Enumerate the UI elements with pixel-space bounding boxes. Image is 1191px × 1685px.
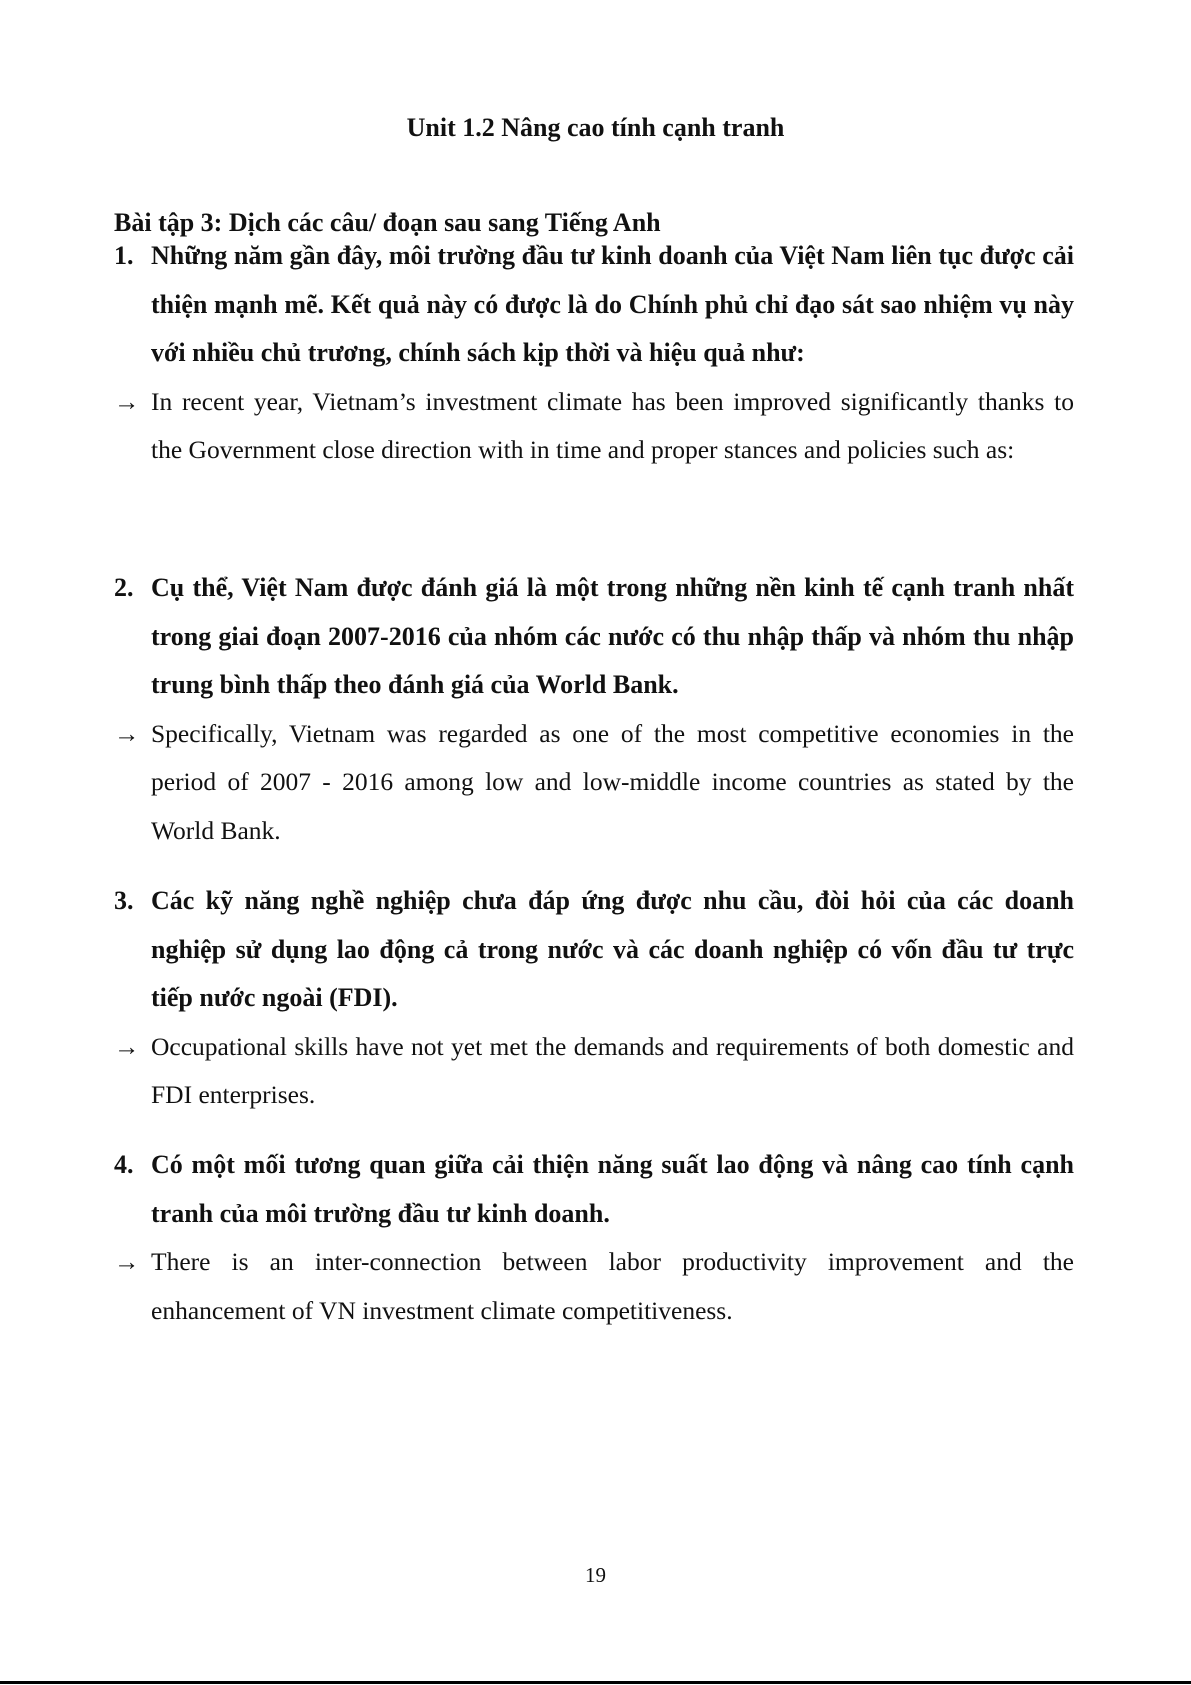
vietnamese-text: Các kỹ năng nghề nghiệp chưa đáp ứng được nhu cầu, đòi hỏi của các doanh nghiệp sử dụng lao động cả trong nước và các doanh nghiệp có vốn đầu tư trực tiếp nước ngoài (FDI).	[151, 886, 1074, 1012]
right-arrow-icon: →	[114, 1247, 140, 1276]
vietnamese-sentence	[114, 232, 1074, 378]
english-translation	[114, 378, 1074, 475]
item-number: 2.	[114, 573, 134, 602]
vietnamese-text: Có một mối tương quan giữa cải thiện năng suất lao động và nâng cao tính cạnh tranh của môi trường đầu tư kinh doanh.	[151, 1150, 1074, 1228]
right-arrow-icon: →	[114, 386, 140, 416]
english-translation	[114, 1023, 1074, 1120]
exercise-item-1	[114, 232, 1074, 475]
vietnamese-sentence	[114, 564, 1074, 710]
english-text: Specifically, Vietnam was regarded as one of the most competitive economies in the period of 2007 - 2016 among low and low-middle income countries as stated by the World Bank.	[151, 718, 1074, 845]
exercise-item-2	[114, 564, 1074, 855]
page-number: 19	[585, 1563, 606, 1587]
vietnamese-text: Những năm gần đây, môi trường đầu tư kinh doanh của Việt Nam liên tục được cải thiện mạnh mẽ. Kết quả này có được là do Chính phủ chỉ đạo sát sao nhiệm vụ này với nhiều chủ trương, chính sách kịp thời và hiệu quả như:	[151, 241, 1074, 367]
english-translation	[114, 710, 1074, 856]
unit-title: Unit 1.2 Nâng cao tính cạnh tranh	[406, 113, 785, 142]
english-text: In recent year, Vietnam’s investment climate has been improved significantly thanks to the Government close direction with in time and proper stances and policies such as:	[151, 386, 1074, 464]
right-arrow-icon: →	[114, 718, 140, 748]
english-translation	[114, 1238, 1074, 1335]
vietnamese-sentence	[114, 877, 1074, 1023]
exercise-item-3	[114, 877, 1074, 1120]
vietnamese-sentence	[114, 1141, 1074, 1238]
bottom-divider	[0, 1681, 1191, 1684]
english-text: There is an inter-connection between labor productivity improvement and the enhancement of VN investment climate competitiveness.	[151, 1247, 1074, 1325]
item-number: 1.	[114, 241, 134, 270]
item-number: 4.	[114, 1150, 134, 1179]
vietnamese-text: Cụ thể, Việt Nam được đánh giá là một trong những nền kinh tế cạnh tranh nhất trong giai đoạn 2007-2016 của nhóm các nước có thu nhập thấp và nhóm thu nhập trung bình thấp theo đánh giá của World Bank.	[151, 573, 1074, 699]
right-arrow-icon: →	[114, 1031, 140, 1061]
item-number: 3.	[114, 886, 134, 915]
exercise-item-4	[114, 1141, 1074, 1335]
exercise-heading: Bài tập 3: Dịch các câu/ đoạn sau sang Tiếng Anh	[114, 208, 661, 237]
english-text: Occupational skills have not yet met the demands and requirements of both domestic and FDI enterprises.	[151, 1031, 1074, 1109]
